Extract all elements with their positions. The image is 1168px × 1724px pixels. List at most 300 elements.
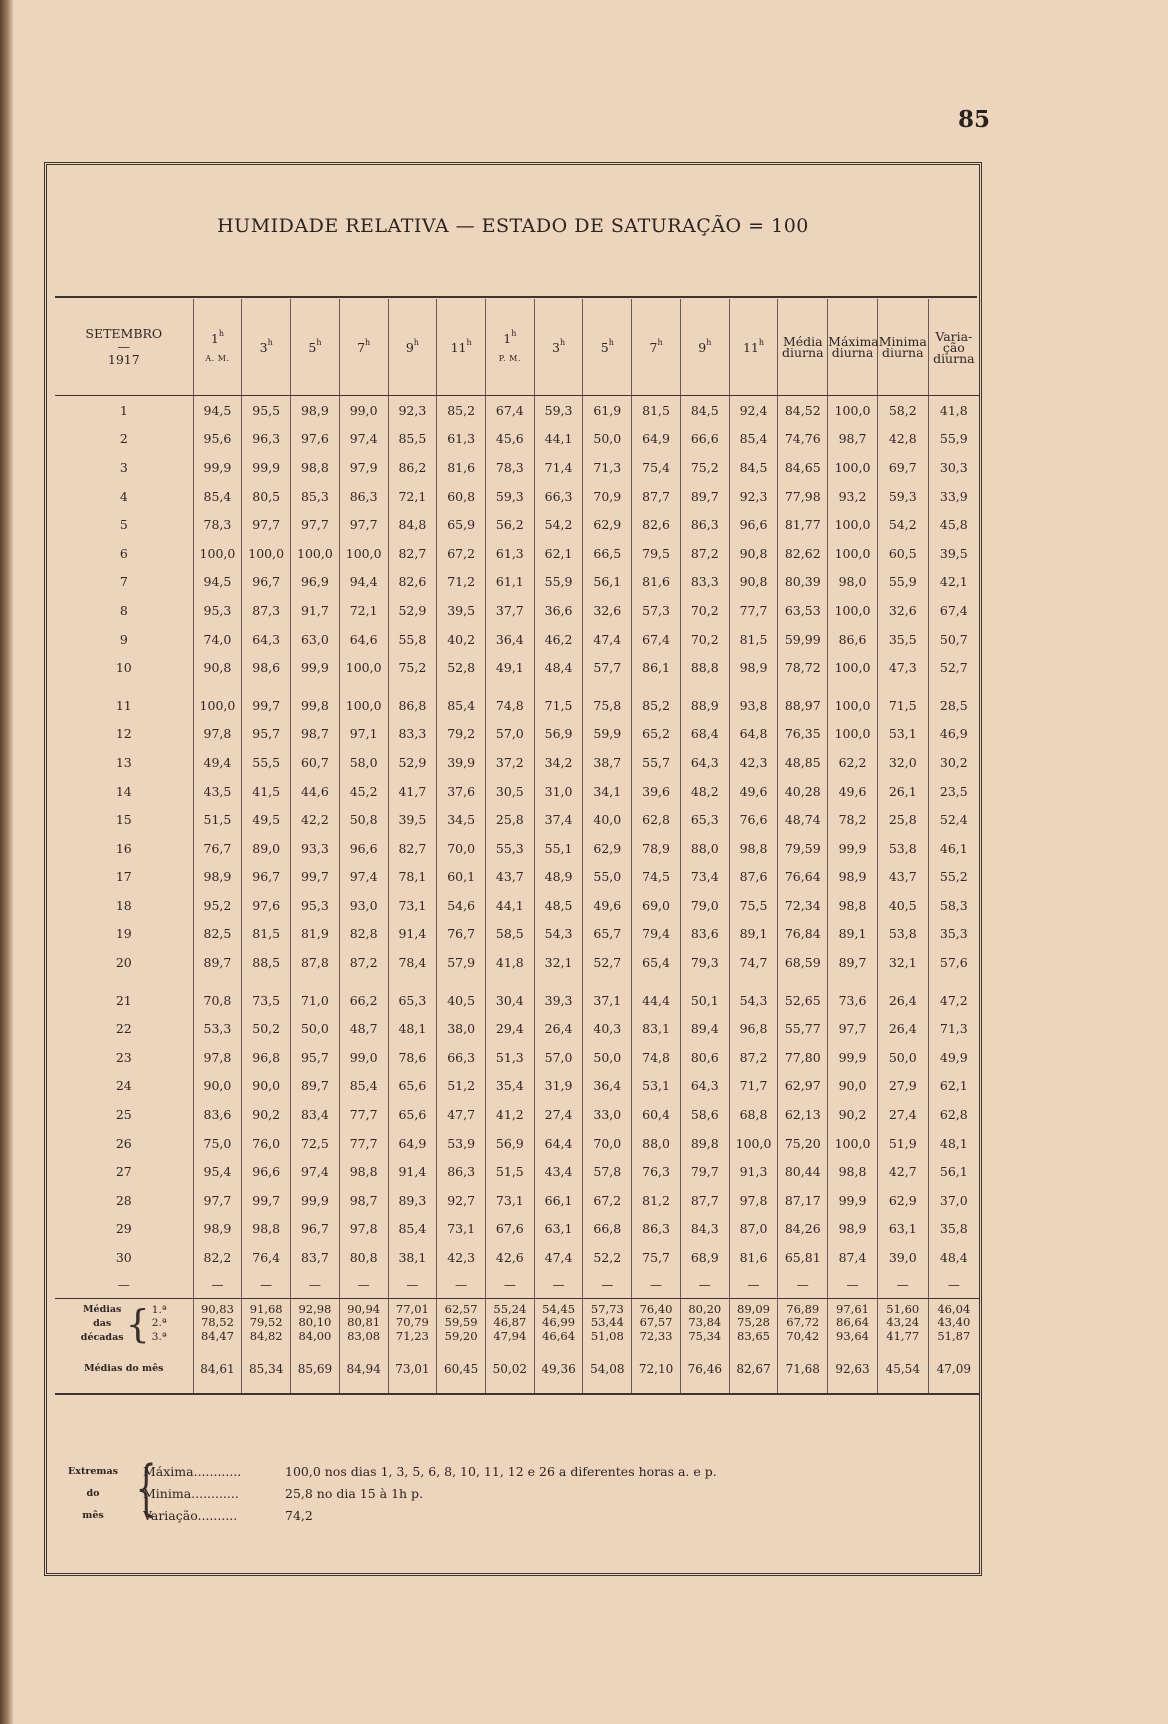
header-hour bbox=[291, 299, 340, 396]
table-cell: 60,4 bbox=[632, 1100, 681, 1129]
table-cell: 35,3 bbox=[928, 920, 979, 949]
day-number: 18 bbox=[115, 897, 132, 913]
table-cell: 37,2 bbox=[485, 748, 534, 777]
table-cell: 93,8 bbox=[729, 682, 778, 720]
decade-value: 43,40 bbox=[937, 1315, 971, 1330]
decade-cell bbox=[680, 1298, 729, 1345]
day-number: 22 bbox=[115, 1021, 132, 1037]
table-cell: 47,3 bbox=[877, 653, 928, 682]
table-cell: 90,2 bbox=[828, 1100, 878, 1129]
table-cell: 61,3 bbox=[437, 425, 486, 454]
table-row bbox=[55, 1043, 979, 1072]
table-cell: 56,1 bbox=[928, 1157, 979, 1186]
dash-cell: — bbox=[729, 1272, 778, 1298]
table-row bbox=[55, 891, 979, 920]
table-cell: 36,6 bbox=[534, 596, 583, 625]
table-cell: 84,5 bbox=[680, 396, 729, 425]
table-cell: 96,7 bbox=[242, 568, 291, 597]
table-cell: 58,5 bbox=[485, 920, 534, 949]
dash-cell: — bbox=[193, 1272, 242, 1298]
table-cell: 85,4 bbox=[388, 1215, 437, 1244]
table-cell: 76,35 bbox=[778, 720, 828, 749]
dash-cell: — bbox=[291, 1272, 340, 1298]
table-cell: 97,6 bbox=[242, 891, 291, 920]
table-cell: 56,2 bbox=[485, 510, 534, 539]
decade-value: 78,52 bbox=[200, 1315, 234, 1330]
decade-row bbox=[55, 1298, 979, 1345]
table-cell: 76,6 bbox=[729, 805, 778, 834]
decade-value: 75,28 bbox=[737, 1315, 770, 1330]
table-cell: 55,9 bbox=[928, 425, 979, 454]
hour-number: 3 bbox=[552, 339, 560, 355]
day-number: 25 bbox=[115, 1107, 132, 1123]
table-cell: 58,2 bbox=[877, 396, 928, 425]
table-cell: 59,3 bbox=[534, 396, 583, 425]
table-cell: 62,9 bbox=[583, 834, 632, 863]
hour-number: 5 bbox=[600, 339, 609, 355]
table-cell: 97,7 bbox=[828, 1014, 878, 1043]
table-header bbox=[55, 299, 979, 396]
table-cell: 49,5 bbox=[242, 805, 291, 834]
table-cell: 62,1 bbox=[928, 1072, 979, 1101]
hour-suffix: h bbox=[559, 337, 566, 347]
table-cell: 98,9 bbox=[291, 396, 340, 425]
table-row bbox=[55, 720, 979, 749]
table-row bbox=[55, 777, 979, 806]
table-cell: 100,0 bbox=[828, 539, 878, 568]
table-cell: 96,8 bbox=[242, 1043, 291, 1072]
table-row bbox=[55, 396, 979, 425]
table-cell: 87,4 bbox=[828, 1243, 878, 1272]
table-cell: 39,0 bbox=[877, 1243, 928, 1272]
table-cell: 99,7 bbox=[291, 863, 340, 892]
table-cell: 90,0 bbox=[193, 1072, 242, 1101]
table-cell: 78,3 bbox=[485, 453, 534, 482]
table-cell: 78,72 bbox=[778, 653, 828, 682]
table-cell: 65,3 bbox=[388, 977, 437, 1015]
table-cell: 77,7 bbox=[339, 1100, 388, 1129]
month-mean-cell: 47,09 bbox=[928, 1345, 979, 1394]
table-cell: 66,3 bbox=[534, 482, 583, 511]
table-cell: 45,2 bbox=[339, 777, 388, 806]
table-cell: 27,4 bbox=[877, 1100, 928, 1129]
hour-number: 1 bbox=[503, 331, 512, 346]
extremes-label: Extremas do mês bbox=[68, 1466, 118, 1521]
decade-value: 46,99 bbox=[542, 1315, 576, 1330]
table-cell: 89,4 bbox=[680, 1014, 729, 1043]
table-cell: 87,2 bbox=[680, 539, 729, 568]
table-cell: 82,62 bbox=[778, 539, 828, 568]
month-mean-cell: 84,94 bbox=[339, 1345, 388, 1394]
table-cell: 88,0 bbox=[632, 1129, 681, 1158]
table-cell: 81,2 bbox=[632, 1186, 681, 1215]
extreme-variation: Variação.......... 74,2 bbox=[143, 1508, 313, 1523]
table-cell: 45,8 bbox=[928, 510, 979, 539]
table-cell: 70,9 bbox=[583, 482, 632, 511]
table-cell: 71,5 bbox=[877, 682, 928, 720]
table-cell: 86,3 bbox=[437, 1157, 486, 1186]
hour-number: 9 bbox=[698, 339, 707, 355]
table-cell: 40,5 bbox=[437, 977, 486, 1015]
header-stat: Varia-ção diurna bbox=[928, 299, 979, 396]
table-cell: 51,5 bbox=[193, 805, 242, 834]
table-cell: 54,6 bbox=[437, 891, 486, 920]
table-cell: 96,6 bbox=[339, 834, 388, 863]
table-cell: 95,7 bbox=[291, 1043, 340, 1072]
table-cell: 74,5 bbox=[632, 863, 681, 892]
header-hour bbox=[583, 299, 632, 396]
table-cell: 26,4 bbox=[534, 1014, 583, 1043]
table-cell: 63,53 bbox=[778, 596, 828, 625]
table-cell: 93,3 bbox=[291, 834, 340, 863]
table-cell: 58,6 bbox=[680, 1100, 729, 1129]
table-cell: 85,4 bbox=[437, 682, 486, 720]
table-cell: 48,2 bbox=[680, 777, 729, 806]
table-cell: 32,6 bbox=[877, 596, 928, 625]
table-cell: 96,8 bbox=[729, 1014, 778, 1043]
table-cell: 42,1 bbox=[928, 568, 979, 597]
table-cell: 25,8 bbox=[877, 805, 928, 834]
decade-ordinals: 1.ª 2.ª 3.ª bbox=[151, 1303, 167, 1343]
table-cell: 90,2 bbox=[242, 1100, 291, 1129]
table-cell: 55,7 bbox=[632, 748, 681, 777]
table-cell: 72,1 bbox=[388, 482, 437, 511]
table-cell: 84,26 bbox=[778, 1215, 828, 1244]
table-cell: 83,3 bbox=[680, 568, 729, 597]
table-cell: 83,1 bbox=[632, 1014, 681, 1043]
table-cell: 98,9 bbox=[828, 863, 878, 892]
table-cell: 74,0 bbox=[193, 625, 242, 654]
table-cell: 85,2 bbox=[632, 682, 681, 720]
hour-suffix: h bbox=[316, 337, 322, 347]
table-cell: 66,1 bbox=[534, 1186, 583, 1215]
table-cell: 97,4 bbox=[339, 863, 388, 892]
table-cell: 89,1 bbox=[729, 920, 778, 949]
table-cell: 46,2 bbox=[534, 625, 583, 654]
table-cell: 73,6 bbox=[828, 977, 878, 1015]
table-cell: 98,8 bbox=[828, 891, 878, 920]
table-row bbox=[55, 453, 979, 482]
day-number: 10 bbox=[115, 660, 132, 676]
table-cell: 62,8 bbox=[632, 805, 681, 834]
table-cell: 87,2 bbox=[729, 1043, 778, 1072]
decade-brace: { bbox=[125, 1301, 150, 1346]
table-cell: 50,0 bbox=[583, 425, 632, 454]
table-cell: 97,4 bbox=[291, 1157, 340, 1186]
table-cell: 98,8 bbox=[729, 834, 778, 863]
hour-suffix: h bbox=[758, 337, 765, 347]
table-cell: 79,59 bbox=[778, 834, 828, 863]
table-cell: 55,5 bbox=[242, 748, 291, 777]
table-cell: 98,0 bbox=[828, 568, 878, 597]
table-cell: 48,9 bbox=[534, 863, 583, 892]
month-mean-cell: 71,68 bbox=[778, 1345, 828, 1394]
table-cell: 46,9 bbox=[928, 720, 979, 749]
month-mean-cell: 45,54 bbox=[877, 1345, 928, 1394]
table-cell: 39,9 bbox=[437, 748, 486, 777]
table-cell: 95,5 bbox=[242, 396, 291, 425]
table-cell: 79,7 bbox=[680, 1157, 729, 1186]
table-cell: 48,4 bbox=[534, 653, 583, 682]
decade-value: 46,04 bbox=[937, 1301, 971, 1316]
table-cell: 100,0 bbox=[193, 682, 242, 720]
table-cell: 63,1 bbox=[877, 1215, 928, 1244]
decade-value: 72,33 bbox=[639, 1328, 673, 1343]
day-number: 20 bbox=[115, 955, 132, 971]
table-cell: 42,6 bbox=[485, 1243, 534, 1272]
table-cell: 67,6 bbox=[485, 1215, 534, 1244]
table-cell: 87,2 bbox=[339, 948, 388, 977]
table-cell: 62,1 bbox=[534, 539, 583, 568]
table-cell: 80,5 bbox=[242, 482, 291, 511]
table-cell: 100,0 bbox=[828, 510, 878, 539]
table-cell: 65,7 bbox=[583, 920, 632, 949]
table-cell: 50,0 bbox=[291, 1014, 340, 1043]
decade-value: 93,64 bbox=[836, 1328, 869, 1343]
hour-number: 11 bbox=[450, 339, 467, 355]
table-cell: 62,2 bbox=[828, 748, 878, 777]
table-cell: 90,8 bbox=[729, 568, 778, 597]
decade-value: 83,65 bbox=[737, 1328, 770, 1343]
dash-cell: — bbox=[632, 1272, 681, 1298]
decade-value: 90,94 bbox=[347, 1301, 381, 1316]
decade-cell bbox=[877, 1298, 928, 1345]
table-cell: 30,2 bbox=[928, 748, 979, 777]
table-cell: 88,5 bbox=[242, 948, 291, 977]
table-cell: 76,4 bbox=[242, 1243, 291, 1272]
table-cell: 75,20 bbox=[778, 1129, 828, 1158]
table-cell: 33,9 bbox=[928, 482, 979, 511]
table-cell: 97,8 bbox=[339, 1215, 388, 1244]
day-number: 12 bbox=[115, 726, 132, 742]
table-cell: 93,2 bbox=[828, 482, 878, 511]
table-cell: 77,7 bbox=[339, 1129, 388, 1158]
month-extremes bbox=[55, 1453, 975, 1531]
day-number: 6 bbox=[119, 545, 128, 561]
header-hour bbox=[242, 299, 291, 396]
table-cell: 65,9 bbox=[437, 510, 486, 539]
table-cell: 99,9 bbox=[242, 453, 291, 482]
table-cell: 71,7 bbox=[729, 1072, 778, 1101]
table-cell: 58,3 bbox=[928, 891, 979, 920]
table-cell: 66,8 bbox=[583, 1215, 632, 1244]
table-cell: 72,1 bbox=[339, 596, 388, 625]
table-cell: 100,0 bbox=[828, 453, 878, 482]
table-cell: 99,0 bbox=[339, 396, 388, 425]
table-cell: 80,44 bbox=[778, 1157, 828, 1186]
table-cell: 76,7 bbox=[437, 920, 486, 949]
table-cell: 76,64 bbox=[778, 863, 828, 892]
decade-value: 75,34 bbox=[688, 1328, 722, 1343]
hour-suffix: h bbox=[657, 337, 663, 347]
table-cell: 88,8 bbox=[680, 653, 729, 682]
table-cell: 56,1 bbox=[583, 568, 632, 597]
table-cell: 51,3 bbox=[485, 1043, 534, 1072]
table-cell: 64,3 bbox=[242, 625, 291, 654]
table-cell: 77,7 bbox=[729, 596, 778, 625]
table-cell: 41,5 bbox=[242, 777, 291, 806]
decade-cell bbox=[242, 1298, 291, 1345]
table-cell: 36,4 bbox=[583, 1072, 632, 1101]
table-cell: 86,2 bbox=[388, 453, 437, 482]
table-cell: 37,7 bbox=[485, 596, 534, 625]
table-cell: 70,0 bbox=[583, 1129, 632, 1158]
table-cell: 95,6 bbox=[193, 425, 242, 454]
table-cell: 99,9 bbox=[828, 1043, 878, 1072]
table-cell: 82,7 bbox=[388, 539, 437, 568]
day-number: 4 bbox=[119, 488, 128, 504]
table-cell: 75,0 bbox=[193, 1129, 242, 1158]
decade-label-wrap bbox=[55, 1303, 193, 1345]
table-cell: 61,9 bbox=[583, 396, 632, 425]
table-cell: 35,8 bbox=[928, 1215, 979, 1244]
table-cell: 84,5 bbox=[729, 453, 778, 482]
table-cell: 62,9 bbox=[583, 510, 632, 539]
table-cell: 82,6 bbox=[632, 510, 681, 539]
table-cell: 59,99 bbox=[778, 625, 828, 654]
table-cell: 79,4 bbox=[632, 920, 681, 949]
header-month: SETEMBRO bbox=[85, 326, 163, 341]
table-cell: 68,9 bbox=[680, 1243, 729, 1272]
decade-cell bbox=[778, 1298, 828, 1345]
table-cell: 87,6 bbox=[729, 863, 778, 892]
table-cell: 42,3 bbox=[729, 748, 778, 777]
table-cell: 79,2 bbox=[437, 720, 486, 749]
day-number: 29 bbox=[115, 1221, 132, 1237]
table-cell: 90,0 bbox=[242, 1072, 291, 1101]
table-cell: 57,0 bbox=[485, 720, 534, 749]
header-hour bbox=[632, 299, 681, 396]
table-cell: 68,59 bbox=[778, 948, 828, 977]
table-cell: 59,9 bbox=[583, 720, 632, 749]
table-row bbox=[55, 1186, 979, 1215]
table-cell: 55,9 bbox=[534, 568, 583, 597]
table-cell: 72,5 bbox=[291, 1129, 340, 1158]
table-cell: 30,3 bbox=[928, 453, 979, 482]
table-cell: 26,4 bbox=[877, 1014, 928, 1043]
table-cell: 47,4 bbox=[583, 625, 632, 654]
dash-cell: — bbox=[928, 1272, 979, 1298]
table-cell: 44,6 bbox=[291, 777, 340, 806]
table-cell: 81,9 bbox=[291, 920, 340, 949]
table-cell: 83,7 bbox=[291, 1243, 340, 1272]
month-mean-cell: 92,63 bbox=[828, 1345, 878, 1394]
table-cell: 39,6 bbox=[632, 777, 681, 806]
table-cell: 92,3 bbox=[729, 482, 778, 511]
table-cell: 32,1 bbox=[534, 948, 583, 977]
table-cell: 48,1 bbox=[928, 1129, 979, 1158]
table-cell: 23,5 bbox=[928, 777, 979, 806]
table-cell: 76,84 bbox=[778, 920, 828, 949]
table-cell: 52,9 bbox=[388, 748, 437, 777]
table-cell: 50,7 bbox=[928, 625, 979, 654]
decade-value: 70,79 bbox=[395, 1315, 429, 1330]
table-cell: 55,77 bbox=[778, 1014, 828, 1043]
table-cell: 57,3 bbox=[632, 596, 681, 625]
table-cell: 70,0 bbox=[437, 834, 486, 863]
table-cell: 98,8 bbox=[291, 453, 340, 482]
table-row bbox=[55, 920, 979, 949]
table-cell: 55,2 bbox=[928, 863, 979, 892]
table-cell: 50,0 bbox=[877, 1043, 928, 1072]
decade-value: 57,73 bbox=[590, 1301, 624, 1316]
table-cell: 96,6 bbox=[242, 1157, 291, 1186]
decade-cell bbox=[388, 1298, 437, 1345]
table-cell: 94,4 bbox=[339, 568, 388, 597]
daily-rows bbox=[55, 396, 979, 1272]
decade-value: 51,60 bbox=[886, 1301, 920, 1316]
table-row bbox=[55, 1072, 979, 1101]
decade-value: 86,64 bbox=[836, 1315, 869, 1330]
table-cell: 87,8 bbox=[291, 948, 340, 977]
decade-label: Médias das décadas bbox=[80, 1303, 124, 1343]
table-cell: 67,2 bbox=[583, 1186, 632, 1215]
header-stat: Máxima diurna bbox=[828, 299, 878, 396]
table-cell: 77,98 bbox=[778, 482, 828, 511]
month-mean-cell: 54,08 bbox=[583, 1345, 632, 1394]
table-cell: 73,1 bbox=[485, 1186, 534, 1215]
table-cell: 80,39 bbox=[778, 568, 828, 597]
decade-value: 92,98 bbox=[298, 1301, 332, 1316]
table-cell: 55,8 bbox=[388, 625, 437, 654]
table-cell: 67,4 bbox=[632, 625, 681, 654]
table-cell: 78,2 bbox=[828, 805, 878, 834]
decade-value: 84,00 bbox=[298, 1328, 332, 1343]
table-row bbox=[55, 539, 979, 568]
table-cell: 61,1 bbox=[485, 568, 534, 597]
table-cell: 95,3 bbox=[291, 891, 340, 920]
decade-value: 53,44 bbox=[590, 1315, 624, 1330]
table-cell: 33,0 bbox=[583, 1100, 632, 1129]
table-cell: 84,3 bbox=[680, 1215, 729, 1244]
day-number: 8 bbox=[119, 602, 128, 618]
table-cell: 98,8 bbox=[242, 1215, 291, 1244]
table-cell: 34,2 bbox=[534, 748, 583, 777]
table-cell: 42,7 bbox=[877, 1157, 928, 1186]
table-cell: 97,7 bbox=[193, 1186, 242, 1215]
table-cell: 87,7 bbox=[632, 482, 681, 511]
table-cell: 65,6 bbox=[388, 1072, 437, 1101]
table-cell: 31,0 bbox=[534, 777, 583, 806]
table-row bbox=[55, 1014, 979, 1043]
table-cell: 31,9 bbox=[534, 1072, 583, 1101]
table-cell: 99,7 bbox=[242, 682, 291, 720]
table-cell: 39,3 bbox=[534, 977, 583, 1015]
table-cell: 48,74 bbox=[778, 805, 828, 834]
table-cell: 75,2 bbox=[388, 653, 437, 682]
table-cell: 27,4 bbox=[534, 1100, 583, 1129]
table-cell: 97,7 bbox=[339, 510, 388, 539]
day-number: 9 bbox=[119, 631, 128, 647]
table-cell: 99,7 bbox=[242, 1186, 291, 1215]
table-cell: 41,2 bbox=[485, 1100, 534, 1129]
table-cell: 91,3 bbox=[729, 1157, 778, 1186]
table-cell: 48,1 bbox=[388, 1014, 437, 1043]
day-number: 5 bbox=[119, 517, 128, 533]
month-mean-cell: 85,69 bbox=[291, 1345, 340, 1394]
table-cell: 26,1 bbox=[877, 777, 928, 806]
table-cell: 48,85 bbox=[778, 748, 828, 777]
table-cell: 78,3 bbox=[193, 510, 242, 539]
dash-cell: — bbox=[877, 1272, 928, 1298]
decade-value: 80,10 bbox=[298, 1315, 332, 1330]
table-cell: 91,7 bbox=[291, 596, 340, 625]
table-row bbox=[55, 1157, 979, 1186]
table-cell: 87,0 bbox=[729, 1215, 778, 1244]
table-cell: 27,9 bbox=[877, 1072, 928, 1101]
table-cell: 49,6 bbox=[729, 777, 778, 806]
table-cell: 57,7 bbox=[583, 653, 632, 682]
